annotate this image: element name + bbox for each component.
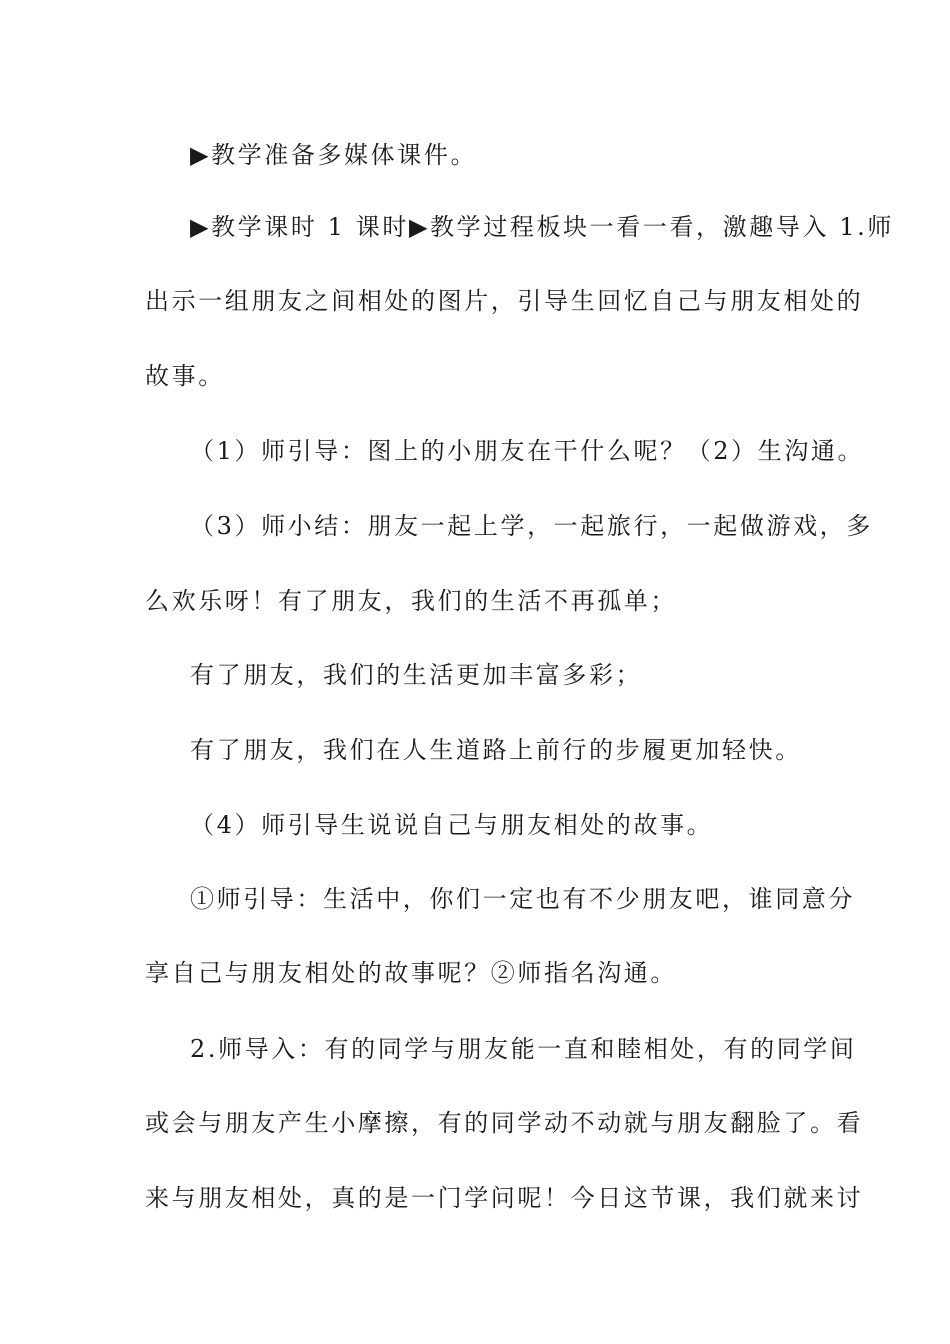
text-line: ▶教学准备多媒体课件。 xyxy=(190,141,478,169)
text-line: ▶教学课时 1 课时▶教学过程板块一看一看，激趣导入 1.师 xyxy=(190,213,894,241)
text-line: 么欢乐呀！有了朋友，我们的生活不再孤单； xyxy=(145,587,677,615)
text-line: 或会与朋友产生小摩擦，有的同学动不动就与朋友翻脸了。看 xyxy=(145,1109,864,1137)
text-line: 故事。 xyxy=(145,362,225,390)
text-line: （1）师引导：图上的小朋友在干什么呢？（2）生沟通。 xyxy=(190,437,865,465)
text-line: 享自己与朋友相处的故事呢？②师指名沟通。 xyxy=(145,959,677,987)
text-line: （3）师小结：朋友一起上学，一起旅行，一起做游戏，多 xyxy=(190,512,873,540)
text-line: 来与朋友相处，真的是一门学问呢！今日这节课，我们就来讨 xyxy=(145,1184,864,1212)
text-line: （4）师引导生说说自己与朋友相处的故事。 xyxy=(190,811,714,839)
text-line: ①师引导：生活中，你们一定也有不少朋友吧，谁同意分 xyxy=(190,885,855,913)
text-line: 有了朋友，我们在人生道路上前行的步履更加轻快。 xyxy=(190,736,802,764)
text-line: 2.师导入：有的同学与朋友能一直和睦相处，有的同学间 xyxy=(190,1035,857,1063)
text-line: 出示一组朋友之间相处的图片，引导生回忆自己与朋友相处的 xyxy=(145,287,864,315)
text-line: 有了朋友，我们的生活更加丰富多彩； xyxy=(190,661,643,689)
